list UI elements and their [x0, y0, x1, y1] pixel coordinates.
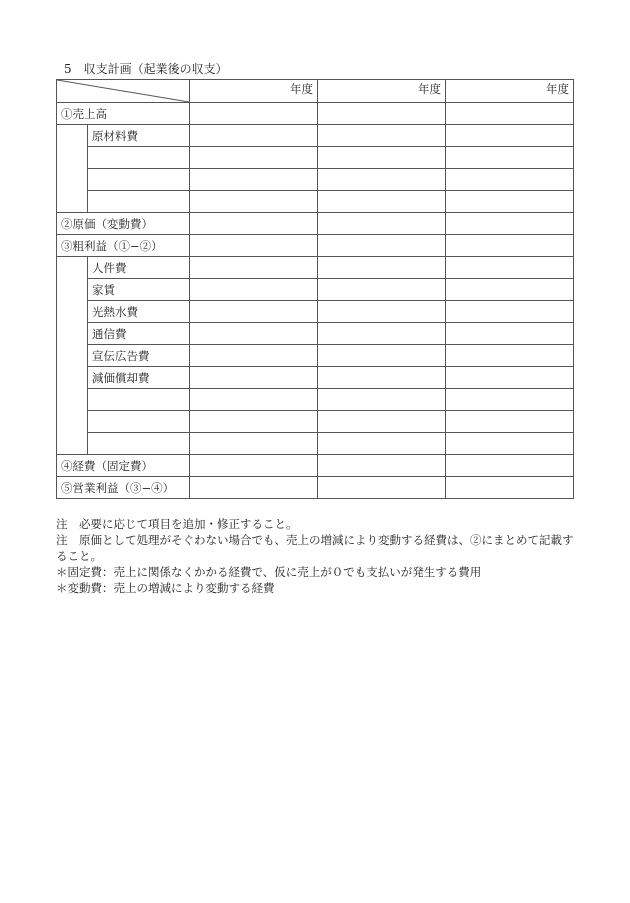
cell[interactable] — [190, 323, 318, 345]
cell[interactable] — [446, 235, 574, 257]
cell[interactable] — [190, 477, 318, 499]
income-expense-table — [56, 79, 574, 499]
cell[interactable] — [318, 191, 446, 213]
label-advertising: 宣伝広告費 — [88, 345, 190, 367]
cell[interactable] — [446, 433, 574, 455]
row-depreciation — [57, 367, 574, 389]
cell[interactable] — [318, 169, 446, 191]
cell[interactable] — [446, 367, 574, 389]
cell[interactable] — [318, 213, 446, 235]
label-cost-of-sales: ②原価（変動費） — [57, 213, 190, 235]
row-advertising — [57, 345, 574, 367]
diagonal-line — [57, 80, 189, 102]
cell[interactable] — [190, 279, 318, 301]
label-depreciation: 減価償却費 — [88, 367, 190, 389]
label-communication: 通信費 — [88, 323, 190, 345]
cell[interactable] — [446, 411, 574, 433]
note-fixed-cost: ＊固定費：売上に関係なくかかる経費で、仮に売上が０でも支払いが発生する費用 — [56, 565, 482, 579]
cell[interactable] — [190, 213, 318, 235]
row-expenses — [57, 455, 574, 477]
cell[interactable] — [190, 367, 318, 389]
label-utilities: 光熱水費 — [88, 301, 190, 323]
cell[interactable] — [318, 103, 446, 125]
cell[interactable] — [318, 455, 446, 477]
cell[interactable] — [446, 455, 574, 477]
indent-cell-cost — [57, 125, 88, 213]
cell[interactable] — [190, 411, 318, 433]
cell[interactable] — [446, 301, 574, 323]
cell[interactable] — [318, 279, 446, 301]
cell[interactable] — [318, 323, 446, 345]
row-operating-profit — [57, 477, 574, 499]
cell[interactable] — [446, 389, 574, 411]
header-row — [57, 80, 574, 103]
year-header-2: 年度 — [318, 80, 446, 103]
label-material-cost: 原材料費 — [88, 125, 190, 147]
cell[interactable] — [446, 323, 574, 345]
label-blank[interactable] — [88, 147, 190, 169]
row-cost-blank — [57, 147, 574, 169]
cell[interactable] — [318, 125, 446, 147]
row-communication — [57, 323, 574, 345]
cell[interactable] — [318, 257, 446, 279]
row-expense-blank — [57, 389, 574, 411]
note-1: 注 必要に応じて項目を追加・修正すること。 — [56, 517, 298, 531]
label-personnel: 人件費 — [88, 257, 190, 279]
note-2: 注 原価として処理がそぐわない場合でも、売上の増減により変動する経費は、②にまとめて記載すること。 — [56, 533, 574, 563]
cell[interactable] — [190, 389, 318, 411]
cell[interactable] — [318, 433, 446, 455]
cell[interactable] — [446, 257, 574, 279]
cell[interactable] — [190, 169, 318, 191]
cell[interactable] — [318, 477, 446, 499]
row-material-cost — [57, 125, 574, 147]
row-personnel — [57, 257, 574, 279]
year-header-1: 年度 — [190, 80, 318, 103]
label-sales: ①売上高 — [57, 103, 190, 125]
cell[interactable] — [190, 235, 318, 257]
cell[interactable] — [446, 125, 574, 147]
cell[interactable] — [446, 477, 574, 499]
cell[interactable] — [446, 279, 574, 301]
row-cost-blank — [57, 191, 574, 213]
cell[interactable] — [318, 367, 446, 389]
indent-cell-expenses — [57, 257, 88, 455]
row-expense-blank — [57, 433, 574, 455]
row-expense-blank — [57, 411, 574, 433]
label-operating-profit: ⑤営業利益（③−④） — [57, 477, 190, 499]
note-variable-cost: ＊変動費：売上の増減により変動する経費 — [56, 581, 275, 595]
cell[interactable] — [446, 169, 574, 191]
cell[interactable] — [446, 103, 574, 125]
row-rent — [57, 279, 574, 301]
cell[interactable] — [446, 213, 574, 235]
label-gross-profit: ③粗利益（①−②） — [57, 235, 190, 257]
cell[interactable] — [190, 433, 318, 455]
cell[interactable] — [190, 455, 318, 477]
cell[interactable] — [190, 125, 318, 147]
year-header-3: 年度 — [446, 80, 574, 103]
row-cost-of-sales — [57, 213, 574, 235]
label-blank[interactable] — [88, 389, 190, 411]
cell[interactable] — [446, 147, 574, 169]
row-cost-blank — [57, 169, 574, 191]
cell[interactable] — [446, 345, 574, 367]
cell[interactable] — [318, 411, 446, 433]
row-sales — [57, 103, 574, 125]
row-utilities — [57, 301, 574, 323]
notes — [56, 516, 576, 596]
cell[interactable] — [318, 389, 446, 411]
cell[interactable] — [190, 191, 318, 213]
cell[interactable] — [318, 147, 446, 169]
cell[interactable] — [190, 147, 318, 169]
corner-cell — [57, 80, 190, 103]
cell[interactable] — [318, 345, 446, 367]
label-rent: 家賃 — [88, 279, 190, 301]
cell[interactable] — [190, 103, 318, 125]
label-blank[interactable] — [88, 169, 190, 191]
section-title: 5 収支計画（起業後の収支） — [64, 62, 228, 76]
cell[interactable] — [190, 301, 318, 323]
label-blank[interactable] — [88, 411, 190, 433]
cell[interactable] — [446, 191, 574, 213]
label-blank[interactable] — [88, 191, 190, 213]
cell[interactable] — [190, 257, 318, 279]
row-gross-profit — [57, 235, 574, 257]
label-blank[interactable] — [88, 433, 190, 455]
cell[interactable] — [190, 345, 318, 367]
cell[interactable] — [318, 301, 446, 323]
cell[interactable] — [318, 235, 446, 257]
label-expenses: ④経費（固定費） — [57, 455, 190, 477]
